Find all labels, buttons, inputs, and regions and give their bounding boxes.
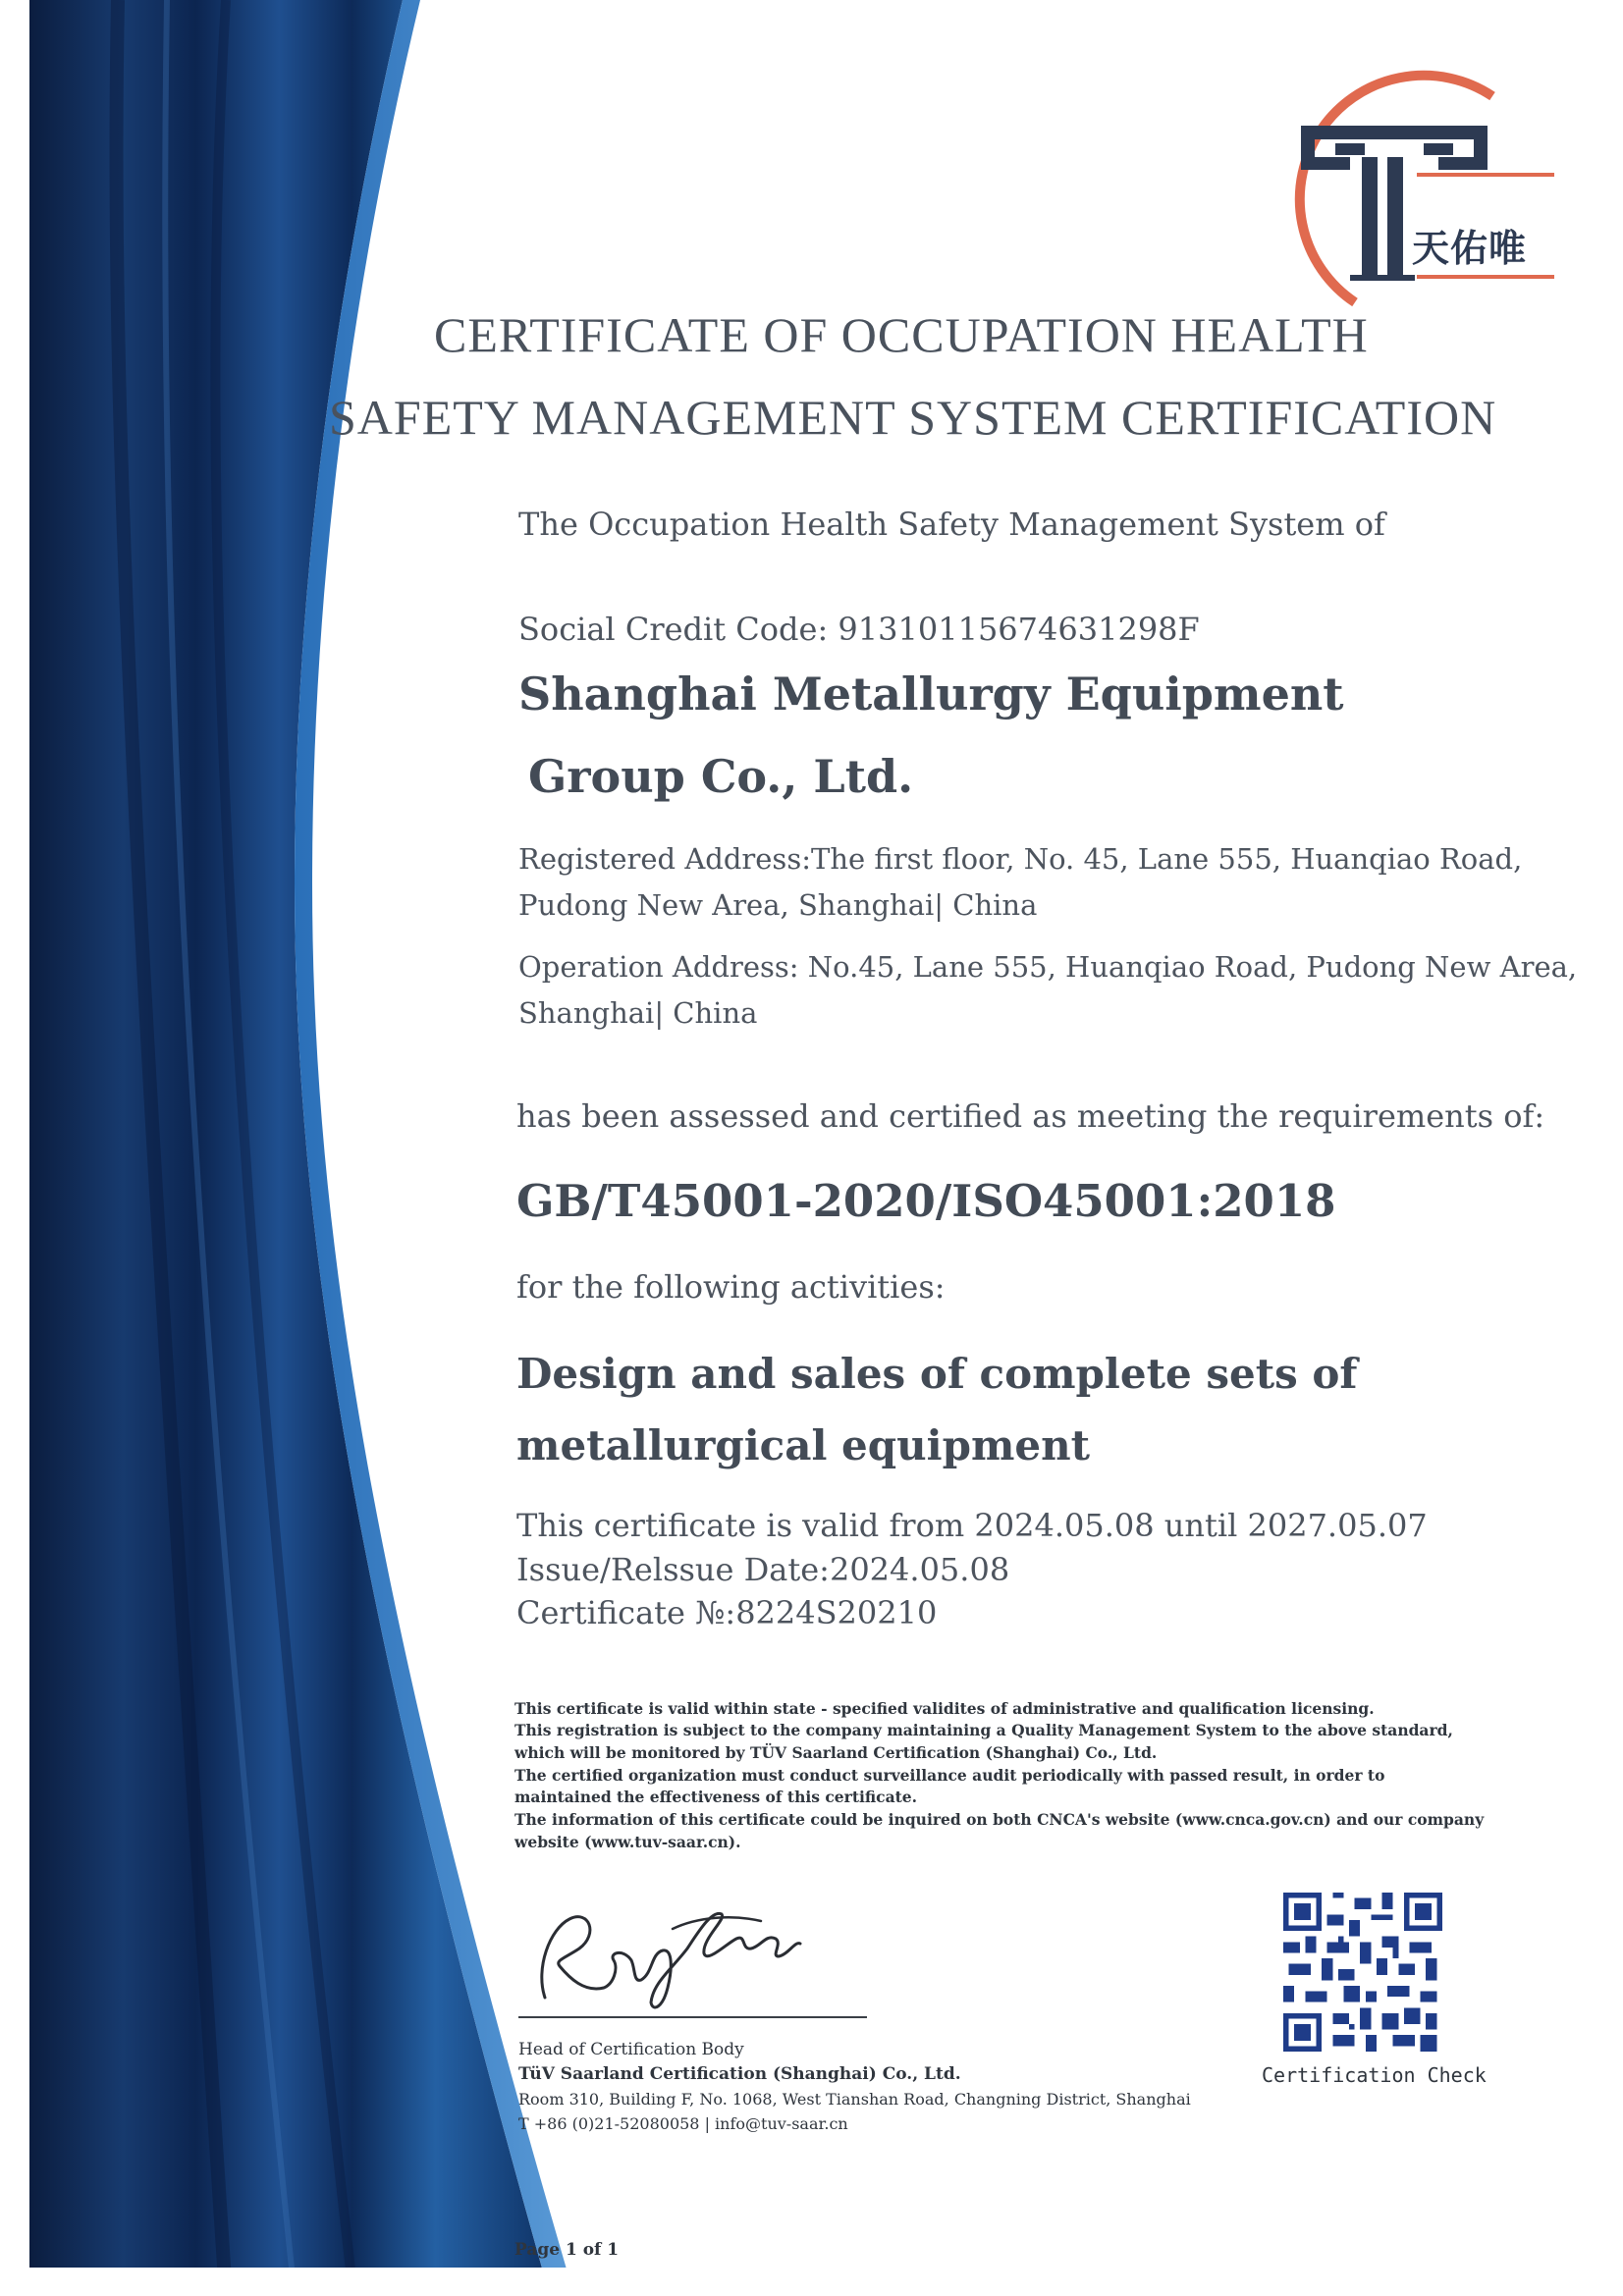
activities-line2: metallurgical equipment [516,1421,1091,1469]
fine-print-line: This certificate is valid within state - specified validites of administrative and qualification licensing. [514,1699,1375,1718]
operation-address-line1: Operation Address: No.45, Lane 555, Huanqiao Road, Pudong New Area, [518,950,1578,984]
page-number: Page 1 of 1 [514,2240,620,2260]
certificate-number: Certificate №:8224S20210 [516,1594,938,1631]
intro-text: The Occupation Health Safety Management System of [518,506,1385,543]
activities-intro: for the following activities: [516,1268,946,1306]
fine-print-line: which will be monitored by TÜV Saarland Certification (Shanghai) Co., Ltd. [514,1743,1158,1762]
standard-code: GB/T45001-2020/ISO45001:2018 [516,1175,1336,1227]
operation-address-line2: Shanghai| China [518,996,758,1030]
fine-print-line: website (www.tuv-saar.cn). [514,1833,741,1851]
fine-print-line: The information of this certificate could be inquired on both CNCA's website (www.cnca.gov.cn) and our company [514,1810,1485,1829]
signature-line [518,2016,867,2018]
certificate-title-line1: CERTIFICATE OF OCCUPATION HEALTH [434,307,1369,362]
footer-address: Room 310, Building F, No. 1068, West Tianshan Road, Changning District, Shanghai [518,2090,1191,2109]
company-name-line2: Group Co., Ltd. [528,750,914,803]
certification-check-label: Certification Check [1262,2063,1487,2087]
activities-line1: Design and sales of complete sets of [516,1350,1358,1398]
footer-contact: T +86 (0)21-52080058 | info@tuv-saar.cn [518,2114,848,2133]
validity-text: This certificate is valid from 2024.05.08 until 2027.05.07 [516,1507,1428,1544]
registered-address-line1: Registered Address:The first floor, No. 45, Lane 555, Huanqiao Road, [518,842,1523,876]
company-name-line1: Shanghai Metallurgy Equipment [518,667,1344,721]
fine-print-line: This registration is subject to the company maintaining a Quality Management System to the above standard, [514,1721,1453,1739]
fine-print-line: The certified organization must conduct surveillance audit periodically with passed result, in order to [514,1766,1385,1785]
qr-code-icon[interactable] [1283,1893,1442,2052]
fine-print-line: maintained the effectiveness of this certificate. [514,1788,918,1806]
social-credit-code: Social Credit Code: 91310115674631298F [518,611,1200,648]
footer-org-name: TüV Saarland Certification (Shanghai) Co., Ltd. [518,2064,961,2084]
certificate-title-line2: SAFETY MANAGEMENT SYSTEM CERTIFICATION [329,390,1497,445]
tianyouwei-logo-icon [1232,67,1561,312]
issue-date: Issue/Relssue Date:2024.05.08 [516,1551,1010,1588]
footer-head-title: Head of Certification Body [518,2040,744,2059]
assessed-text: has been assessed and certified as meeting the requirements of: [516,1097,1545,1135]
logo-text: 天佑唯 [1412,227,1528,270]
handwritten-signature [525,1890,820,2017]
registered-address-line2: Pudong New Area, Shanghai| China [518,888,1038,922]
